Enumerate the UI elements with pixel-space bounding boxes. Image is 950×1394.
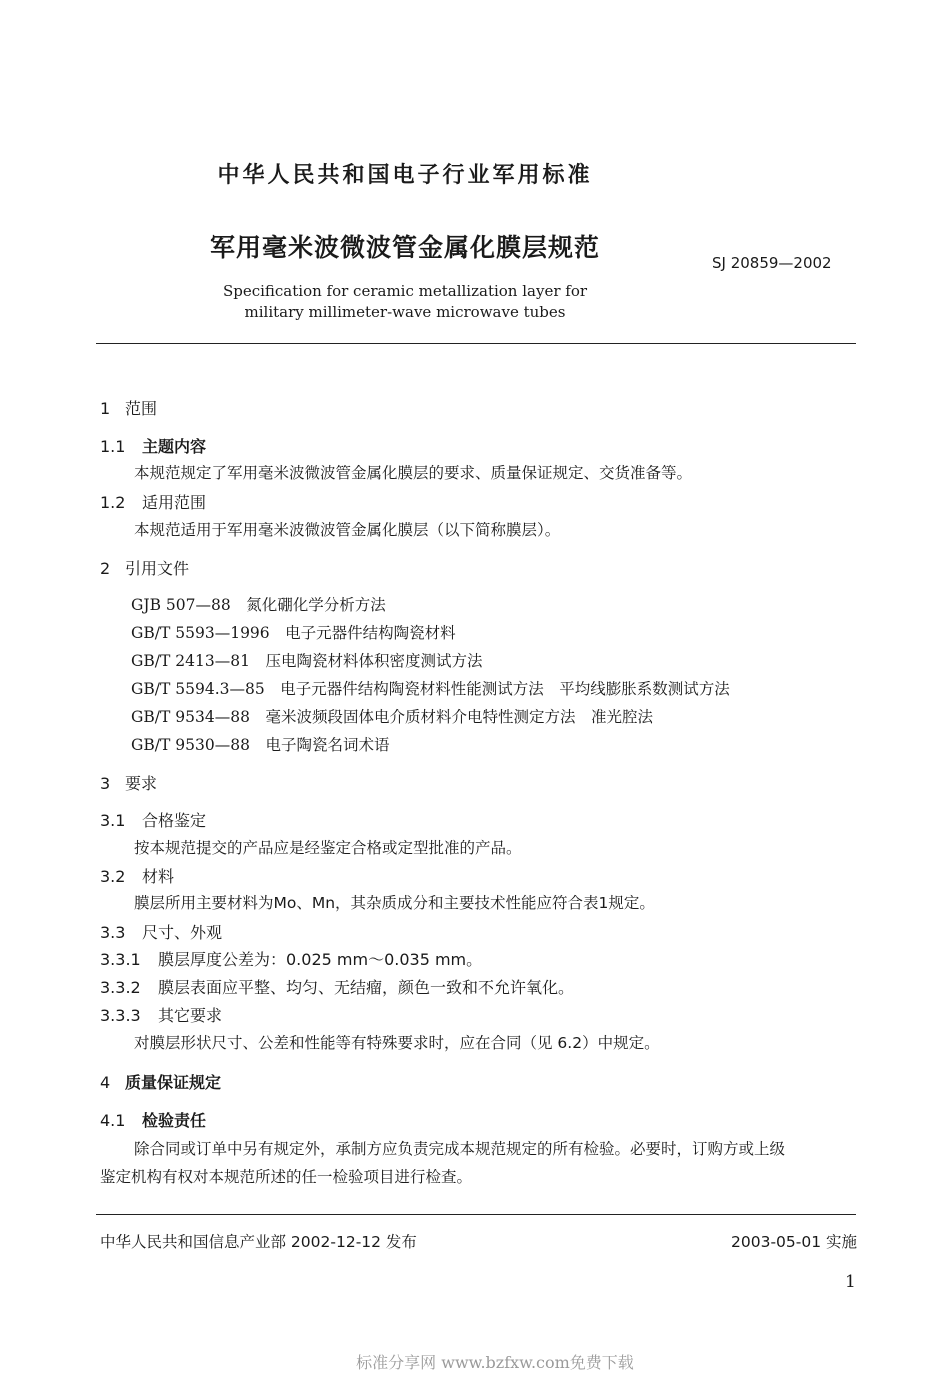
section-4-1-body-line2: 鉴定机构有权对本规范所述的任一检验项目进行检查。: [100, 1168, 473, 1186]
section-1-1-heading: 1.1 主题内容: [100, 437, 207, 456]
section-1-2-body: 本规范适用于军用毫米波微波管金属化膜层（以下简称膜层）。: [134, 521, 561, 539]
section-1-1-body: 本规范规定了军用毫米波微波管金属化膜层的要求、质量保证规定、交货准备等。: [134, 464, 693, 482]
section-4-1-heading: 4.1 检验责任: [100, 1111, 207, 1130]
english-title-line2: military millimeter-wave microwave tubes: [244, 303, 566, 321]
section-1-heading: 1 范围: [100, 399, 158, 418]
section-3-3-1: 3.3.1 膜层厚度公差为：0.025 mm～0.035 mm。: [100, 950, 483, 969]
footer-rule: [96, 1214, 856, 1215]
section-2-heading: 2 引用文件: [100, 559, 190, 578]
section-4-1-body-line1: 除合同或订单中另有规定外，承制方应负责完成本规范规定的所有检验。必要时，订购方或上级: [134, 1140, 786, 1158]
section-4-heading: 4 质量保证规定: [100, 1073, 222, 1092]
org-title: 中华人民共和国电子行业军用标准: [217, 163, 593, 188]
reference-item: GJB 507—88 氮化硼化学分析方法: [131, 596, 386, 614]
effective-date: 2003-05-01 实施: [731, 1233, 858, 1251]
section-3-3-heading: 3.3 尺寸、外观: [100, 923, 223, 942]
reference-item: GB/T 2413—81 压电陶瓷材料体积密度测试方法: [131, 652, 483, 670]
reference-item: GB/T 9534—88 毫米波频段固体电介质材料介电特性测定方法 准光腔法: [131, 708, 653, 726]
watermark: 标准分享网 www.bzfxw.com免费下载: [356, 1353, 634, 1372]
section-3-1-body: 按本规范提交的产品应是经鉴定合格或定型批准的产品。: [134, 839, 522, 857]
section-3-heading: 3 要求: [100, 774, 158, 793]
section-3-1-heading: 3.1 合格鉴定: [100, 811, 207, 830]
page-number: 1: [845, 1272, 856, 1292]
standard-number: SJ 20859—2002: [712, 254, 832, 272]
english-title-line1: Specification for ceramic metallization layer for: [222, 282, 588, 300]
section-1-2-heading: 1.2 适用范围: [100, 493, 207, 512]
section-3-2-body: 膜层所用主要材料为Mo、Mn，其杂质成分和主要技术性能应符合表1规定。: [134, 894, 655, 912]
document-title: 军用毫米波微波管金属化膜层规范: [209, 233, 600, 262]
reference-item: GB/T 5593—1996 电子元器件结构陶瓷材料: [131, 624, 456, 642]
reference-item: GB/T 9530—88 电子陶瓷名词术语: [131, 736, 390, 754]
reference-item: GB/T 5594.3—85 电子元器件结构陶瓷材料性能测试方法 平均线膨胀系数测试方法: [131, 680, 730, 698]
section-3-3-3-heading: 3.3.3 其它要求: [100, 1006, 223, 1025]
issuer-line: 中华人民共和国信息产业部 2002-12-12 发布: [100, 1233, 417, 1251]
header-rule: [96, 343, 856, 344]
section-3-2-heading: 3.2 材料: [100, 867, 175, 886]
section-3-3-2: 3.3.2 膜层表面应平整、均匀、无结瘤，颜色一致和不允许氧化。: [100, 978, 575, 997]
section-3-3-3-body: 对膜层形状尺寸、公差和性能等有特殊要求时，应在合同（见 6.2）中规定。: [134, 1034, 660, 1052]
